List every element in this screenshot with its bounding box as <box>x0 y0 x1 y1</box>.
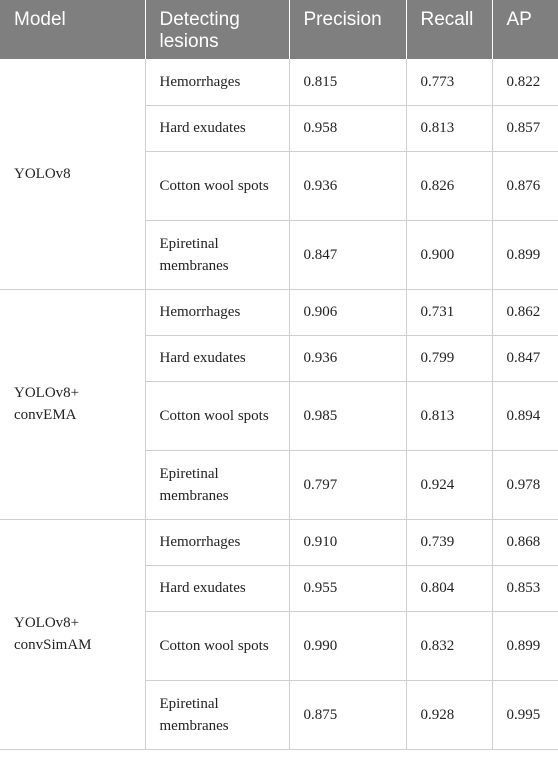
recall-cell: 0.731 <box>406 289 492 335</box>
ap-cell: 0.847 <box>492 335 558 381</box>
precision-cell: 0.847 <box>289 220 406 289</box>
recall-cell: 0.900 <box>406 220 492 289</box>
recall-cell: 0.813 <box>406 105 492 151</box>
precision-cell: 0.958 <box>289 105 406 151</box>
table-row <box>0 59 558 105</box>
precision-cell: 0.910 <box>289 519 406 565</box>
model-cell: YOLOv8+ convSimAM <box>0 519 145 749</box>
recall-cell: 0.928 <box>406 680 492 749</box>
recall-cell: 0.804 <box>406 565 492 611</box>
header-precision: Precision <box>289 0 406 59</box>
ap-cell: 0.995 <box>492 680 558 749</box>
precision-cell: 0.936 <box>289 335 406 381</box>
recall-cell: 0.826 <box>406 151 492 220</box>
table-row <box>0 289 558 335</box>
recall-cell: 0.813 <box>406 381 492 450</box>
lesion-cell: Hard exudates <box>145 565 289 611</box>
lesion-cell: Cotton wool spots <box>145 151 289 220</box>
recall-cell: 0.773 <box>406 59 492 105</box>
lesion-cell: Hard exudates <box>145 105 289 151</box>
precision-cell: 0.875 <box>289 680 406 749</box>
recall-cell: 0.924 <box>406 450 492 519</box>
recall-cell: 0.739 <box>406 519 492 565</box>
precision-cell: 0.797 <box>289 450 406 519</box>
ap-cell: 0.899 <box>492 611 558 680</box>
lesion-cell: Cotton wool spots <box>145 381 289 450</box>
ap-cell: 0.899 <box>492 220 558 289</box>
table-header <box>0 0 558 59</box>
ap-cell: 0.876 <box>492 151 558 220</box>
table-row <box>0 519 558 565</box>
lesion-cell: Hard exudates <box>145 335 289 381</box>
lesion-cell: Hemorrhages <box>145 519 289 565</box>
lesion-cell: Epiretinal membranes <box>145 450 289 519</box>
lesion-cell: Hemorrhages <box>145 289 289 335</box>
recall-cell: 0.832 <box>406 611 492 680</box>
header-detecting-lesions: Detecting lesions <box>145 0 289 59</box>
lesion-cell: Epiretinal membranes <box>145 680 289 749</box>
lesion-cell: Hemorrhages <box>145 59 289 105</box>
precision-cell: 0.985 <box>289 381 406 450</box>
header-recall: Recall <box>406 0 492 59</box>
precision-cell: 0.906 <box>289 289 406 335</box>
precision-cell: 0.815 <box>289 59 406 105</box>
ap-cell: 0.894 <box>492 381 558 450</box>
ap-cell: 0.853 <box>492 565 558 611</box>
table-body <box>0 59 558 749</box>
ap-cell: 0.862 <box>492 289 558 335</box>
lesion-cell: Cotton wool spots <box>145 611 289 680</box>
model-cell: YOLOv8+ convEMA <box>0 289 145 519</box>
model-cell: YOLOv8 <box>0 59 145 289</box>
ap-cell: 0.978 <box>492 450 558 519</box>
ap-cell: 0.857 <box>492 105 558 151</box>
header-model: Model <box>0 0 145 59</box>
precision-cell: 0.936 <box>289 151 406 220</box>
ap-cell: 0.868 <box>492 519 558 565</box>
recall-cell: 0.799 <box>406 335 492 381</box>
ap-cell: 0.822 <box>492 59 558 105</box>
lesion-cell: Epiretinal membranes <box>145 220 289 289</box>
precision-cell: 0.990 <box>289 611 406 680</box>
header-row <box>0 0 558 59</box>
precision-cell: 0.955 <box>289 565 406 611</box>
header-ap: AP <box>492 0 558 59</box>
